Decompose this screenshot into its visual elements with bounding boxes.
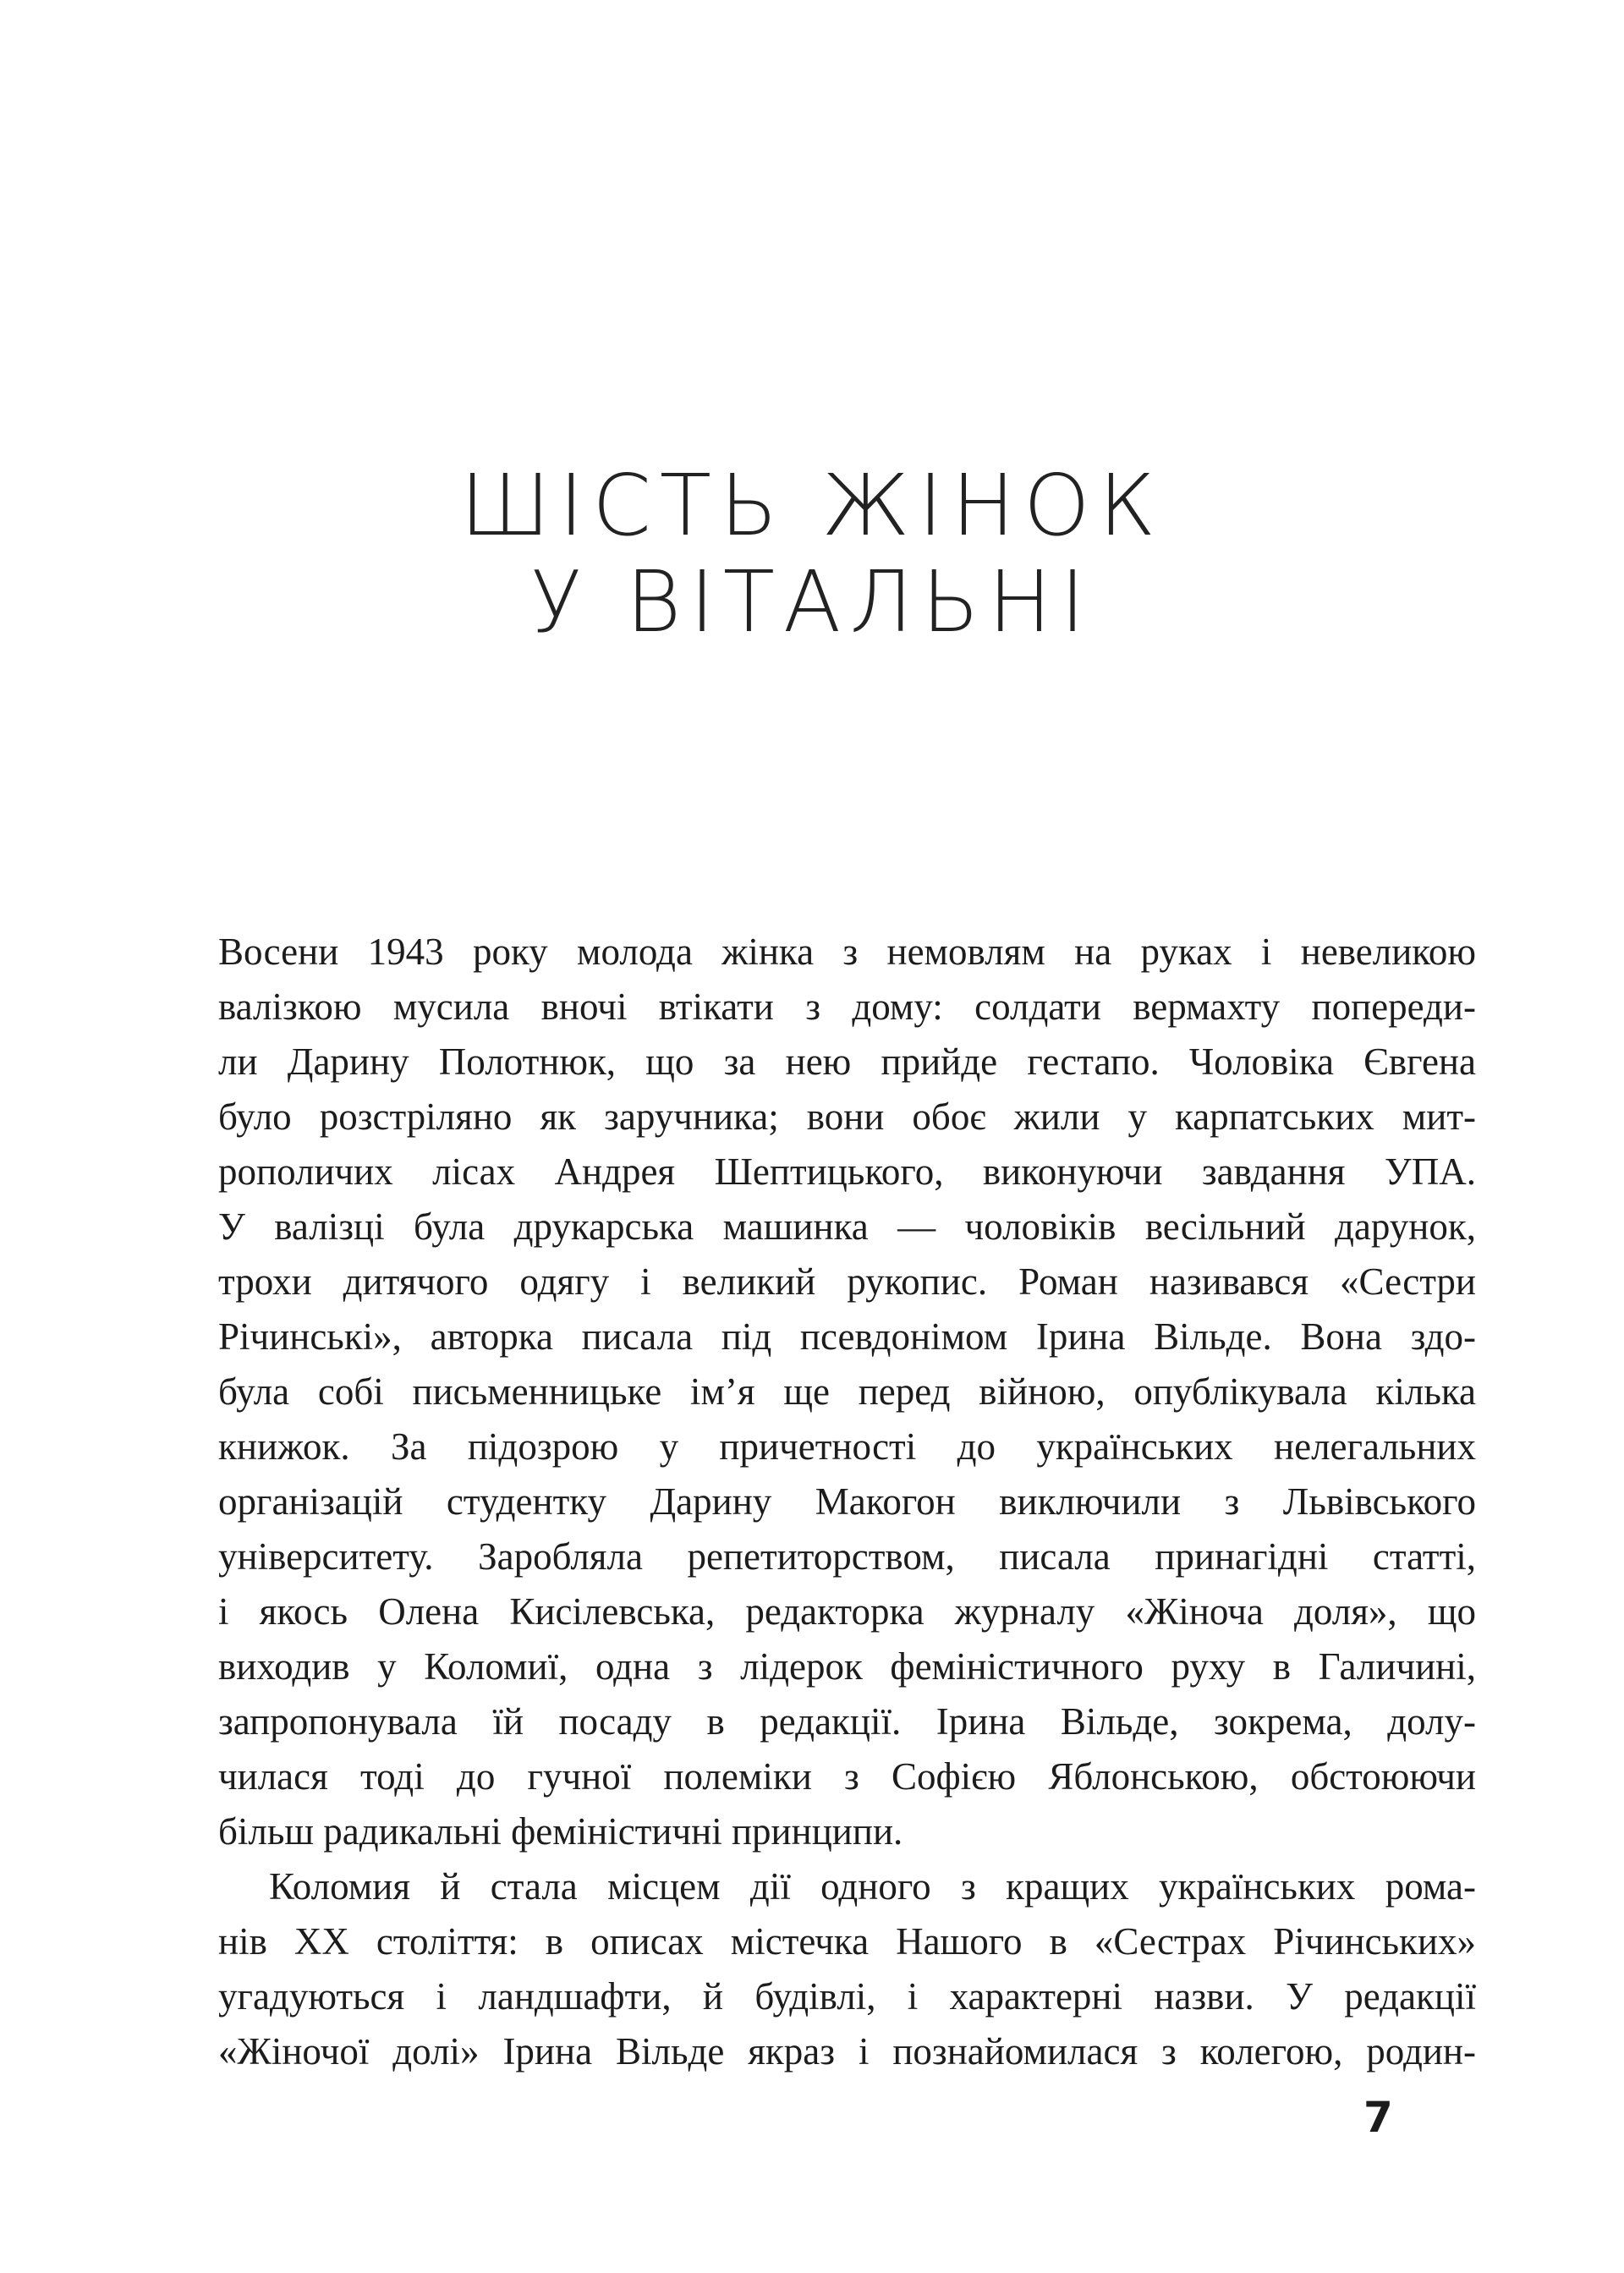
text-line: запропонувала їй посаду в редакції. Ірина Вільде, зокрема, долу- — [218, 1700, 1476, 1743]
text-line: валізкою мусила вночі втікати з дому: солдати вермахту попереди- — [218, 986, 1476, 1028]
text-line: рополичих лісах Андрея Шептицького, виконуючи завдання УПА. — [218, 1150, 1476, 1193]
text-line: Річинські», авторка писала під псевдонімом Ірина Вільде. Вона здо- — [218, 1315, 1476, 1358]
text-line: виходив у Коломиї, одна з лідерок феміністичного руху в Галичині, — [218, 1645, 1476, 1688]
text-line: «Жіночої долі» Ірина Вільде якраз і познайомилася з колегою, родин- — [218, 2030, 1476, 2073]
text-line: була собі письменницьке ім’я ще перед війною, опублікувала кілька — [218, 1370, 1476, 1413]
text-line: і якось Олена Кисілевська, редакторка журналу «Жіноча доля», що — [218, 1590, 1476, 1633]
text-line: організацій студентку Дарину Макогон виключили з Львівського — [218, 1480, 1476, 1523]
paragraph — [218, 1863, 1476, 2083]
text-line: книжок. За підозрою у причетності до українських нелегальних — [218, 1425, 1476, 1468]
text-line: більш радикальні феміністичні принципи. — [218, 1810, 903, 1853]
text-line: Коломия й стала місцем дії одного з кращих українських рома- — [269, 1865, 1476, 1908]
chapter-title-line-2: У ВІТАЛЬНІ — [530, 552, 1094, 651]
text-line: трохи дитячого одягу і великий рукопис. Роман називався «Сестри — [218, 1260, 1476, 1303]
text-line: угадуються і ландшафти, й будівлі, і характерні назви. У редакції — [218, 1975, 1476, 2018]
text-line: У валізці була друкарська машинка — чоловіків весільний дарунок, — [218, 1205, 1476, 1248]
text-line: Восени 1943 року молода жінка з немовлям на руках і невеликою — [218, 931, 1476, 973]
text-line: було розстріляно як заручника; вони обоє жили у карпатських мит- — [218, 1095, 1476, 1138]
text-line: університету. Заробляла репетиторством, писала принагідні статті, — [218, 1535, 1476, 1578]
text-line: чилася тоді до гучної полеміки з Софією Яблонською, обстоюючи — [218, 1755, 1476, 1798]
paragraph — [218, 928, 1476, 1863]
chapter-title-line-1: ШІСТЬ ЖІНОК — [459, 456, 1165, 555]
page-number: 7 — [1363, 2093, 1393, 2142]
text-line: нів XX століття: в описах містечка Нашого в «Сестрах Річинських» — [218, 1920, 1476, 1963]
text-line: ли Дарину Полотнюк, що за нею прийде гестапо. Чоловіка Євгена — [218, 1040, 1476, 1083]
body-text — [218, 928, 1476, 2083]
